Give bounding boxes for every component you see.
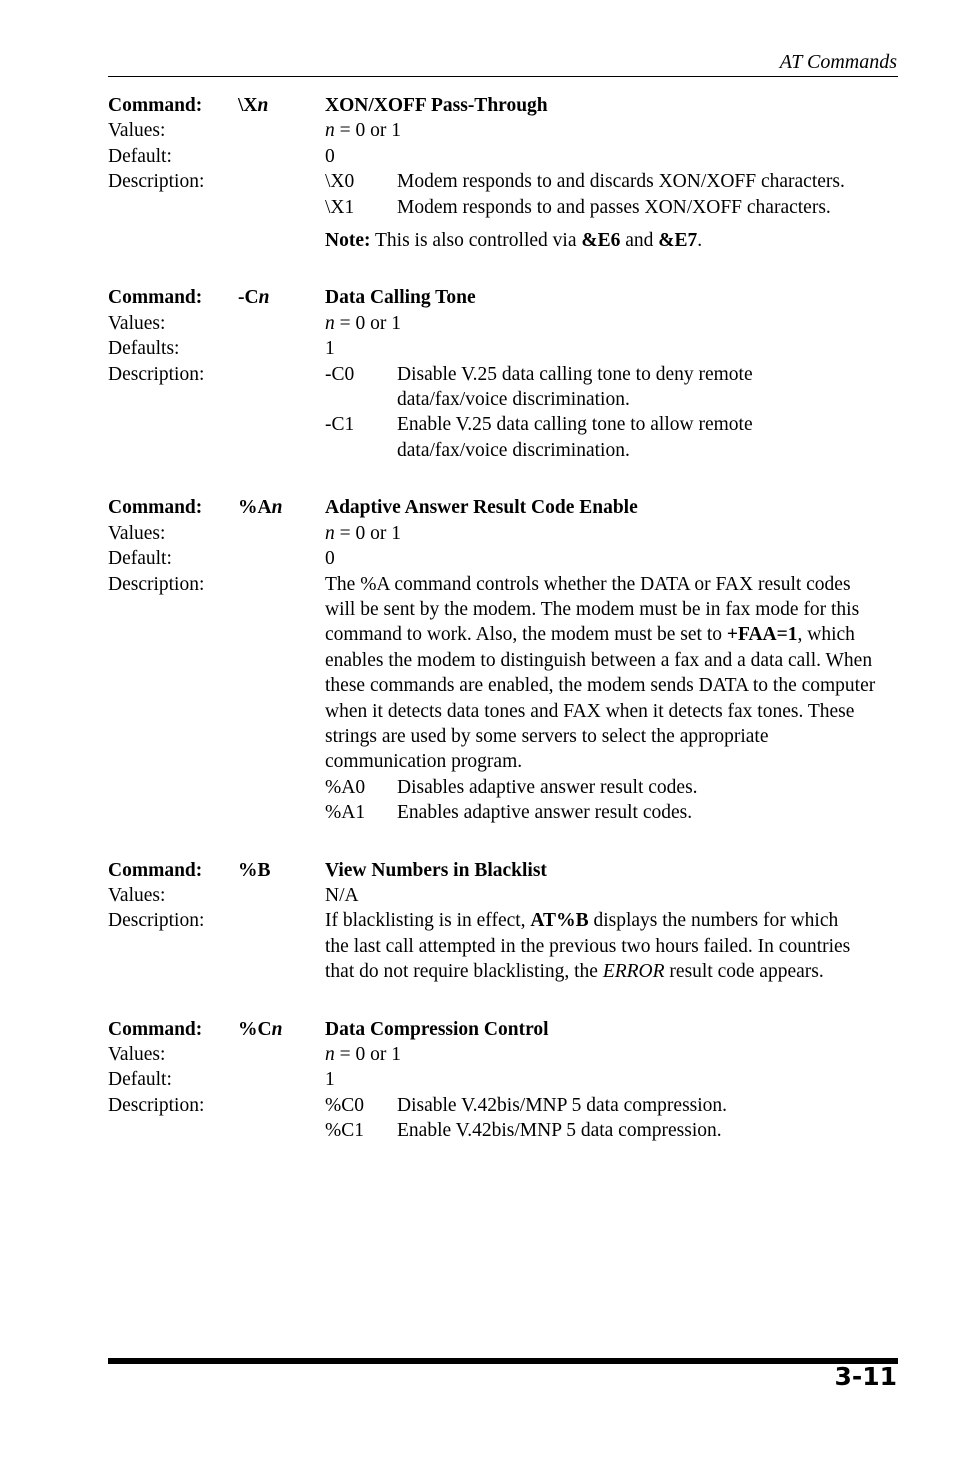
option-code: \X0 — [325, 171, 355, 193]
defaults-label: Defaults: — [108, 338, 180, 360]
command-name: %B — [238, 859, 271, 881]
description-label: Description: — [108, 573, 205, 595]
option-row — [325, 1118, 908, 1143]
option-code: \X1 — [325, 196, 355, 218]
option-row — [325, 800, 908, 825]
command-name: \Xn — [238, 95, 269, 116]
values-value: n = 0 or 1 — [325, 1044, 401, 1065]
option-text: Disable V.42bis/MNP 5 data compression. — [397, 1094, 728, 1116]
option-row — [325, 362, 908, 413]
running-header: AT Commands — [779, 51, 897, 73]
option-text: Disables adaptive answer result codes. — [397, 776, 698, 798]
default-value: 0 — [325, 145, 335, 167]
values-label: Values: — [108, 522, 166, 544]
description — [325, 572, 908, 826]
default-value: 0 — [325, 548, 335, 570]
option-code: -C0 — [325, 363, 355, 385]
values-value: N/A — [325, 884, 359, 906]
command-name: %An — [238, 497, 283, 519]
option-row — [325, 1093, 908, 1118]
option-code: -C1 — [325, 414, 355, 436]
header-rule — [108, 76, 898, 77]
values-label: Values: — [108, 884, 166, 906]
command-title: Adaptive Answer Result Code Enable — [325, 497, 638, 519]
command-xon-xoff — [108, 93, 908, 253]
footer-rule — [108, 1358, 898, 1364]
option-code: %C0 — [325, 1094, 364, 1116]
description-label: Description: — [108, 363, 205, 385]
command-blacklist — [108, 858, 908, 985]
values-value: n = 0 or 1 — [325, 120, 401, 142]
command-title: XON/XOFF Pass-Through — [325, 95, 548, 116]
option-text: Enables adaptive answer result codes. — [397, 802, 693, 824]
command-title: Data Compression Control — [325, 1018, 549, 1040]
command-name: -Cn — [238, 287, 270, 309]
option-code: %A1 — [325, 802, 366, 824]
option-row — [325, 169, 908, 194]
command-title: View Numbers in Blacklist — [325, 859, 547, 881]
option-row — [325, 775, 908, 800]
description-paragraph: If blacklisting is in effect, AT%B displays the numbers for which the last call attempted in the previous two hours failed. In countries that do not require blacklisting, the ERROR result code appears. — [325, 910, 851, 983]
option-code: %C1 — [325, 1120, 364, 1142]
values-label: Values: — [108, 312, 166, 334]
description — [325, 1093, 908, 1144]
option-row — [325, 412, 908, 463]
values-value: n = 0 or 1 — [325, 522, 401, 544]
default-value: 1 — [325, 338, 335, 360]
values-value: n = 0 or 1 — [325, 312, 401, 334]
command-label: Command: — [108, 287, 203, 309]
description — [325, 908, 908, 984]
page-number: 3-11 — [834, 1362, 897, 1391]
values-label: Values: — [108, 1044, 166, 1065]
option-text: Disable V.25 data calling tone to deny remote data/fax/voice discrimination. — [397, 363, 753, 411]
command-label: Command: — [108, 1018, 203, 1040]
command-label: Command: — [108, 95, 203, 116]
description-label: Description: — [108, 171, 205, 193]
option-text: Modem responds to and discards XON/XOFF characters. — [397, 171, 845, 193]
command-list — [108, 93, 908, 1176]
option-text: Enable V.42bis/MNP 5 data compression. — [397, 1120, 722, 1142]
default-label: Default: — [108, 548, 172, 570]
description — [325, 169, 908, 253]
description-paragraph: The %A command controls whether the DATA or FAX result codes will be sent by the modem. The modem must be in fax mode for this command to work. Also, the modem must be set to +FAA=1, which enables the modem to distinguish between a fax and a data call. When these commands are enabled, the modem sends DATA to the computer when it detects data tones and FAX when it detects fax tones. These strings are used by some servers to select the appropriate communication program. — [325, 573, 876, 773]
description-label: Description: — [108, 910, 205, 932]
command-data-calling-tone — [108, 285, 908, 463]
command-name: %Cn — [238, 1018, 283, 1040]
description — [325, 362, 908, 464]
command-label: Command: — [108, 497, 203, 519]
description-label: Description: — [108, 1094, 205, 1116]
command-data-compression — [108, 1017, 908, 1144]
option-text: Enable V.25 data calling tone to allow remote data/fax/voice discrimination. — [397, 414, 753, 461]
option-code: %A0 — [325, 776, 366, 798]
command-label: Command: — [108, 859, 203, 881]
option-text: Modem responds to and passes XON/XOFF characters. — [397, 196, 831, 218]
default-value: 1 — [325, 1069, 335, 1091]
default-label: Default: — [108, 1069, 172, 1091]
option-row — [325, 195, 908, 220]
note: Note: This is also controlled via &E6 and &E7. — [325, 230, 703, 252]
command-title: Data Calling Tone — [325, 287, 476, 309]
values-label: Values: — [108, 120, 166, 142]
default-label: Default: — [108, 145, 172, 167]
command-adaptive-answer — [108, 495, 908, 825]
